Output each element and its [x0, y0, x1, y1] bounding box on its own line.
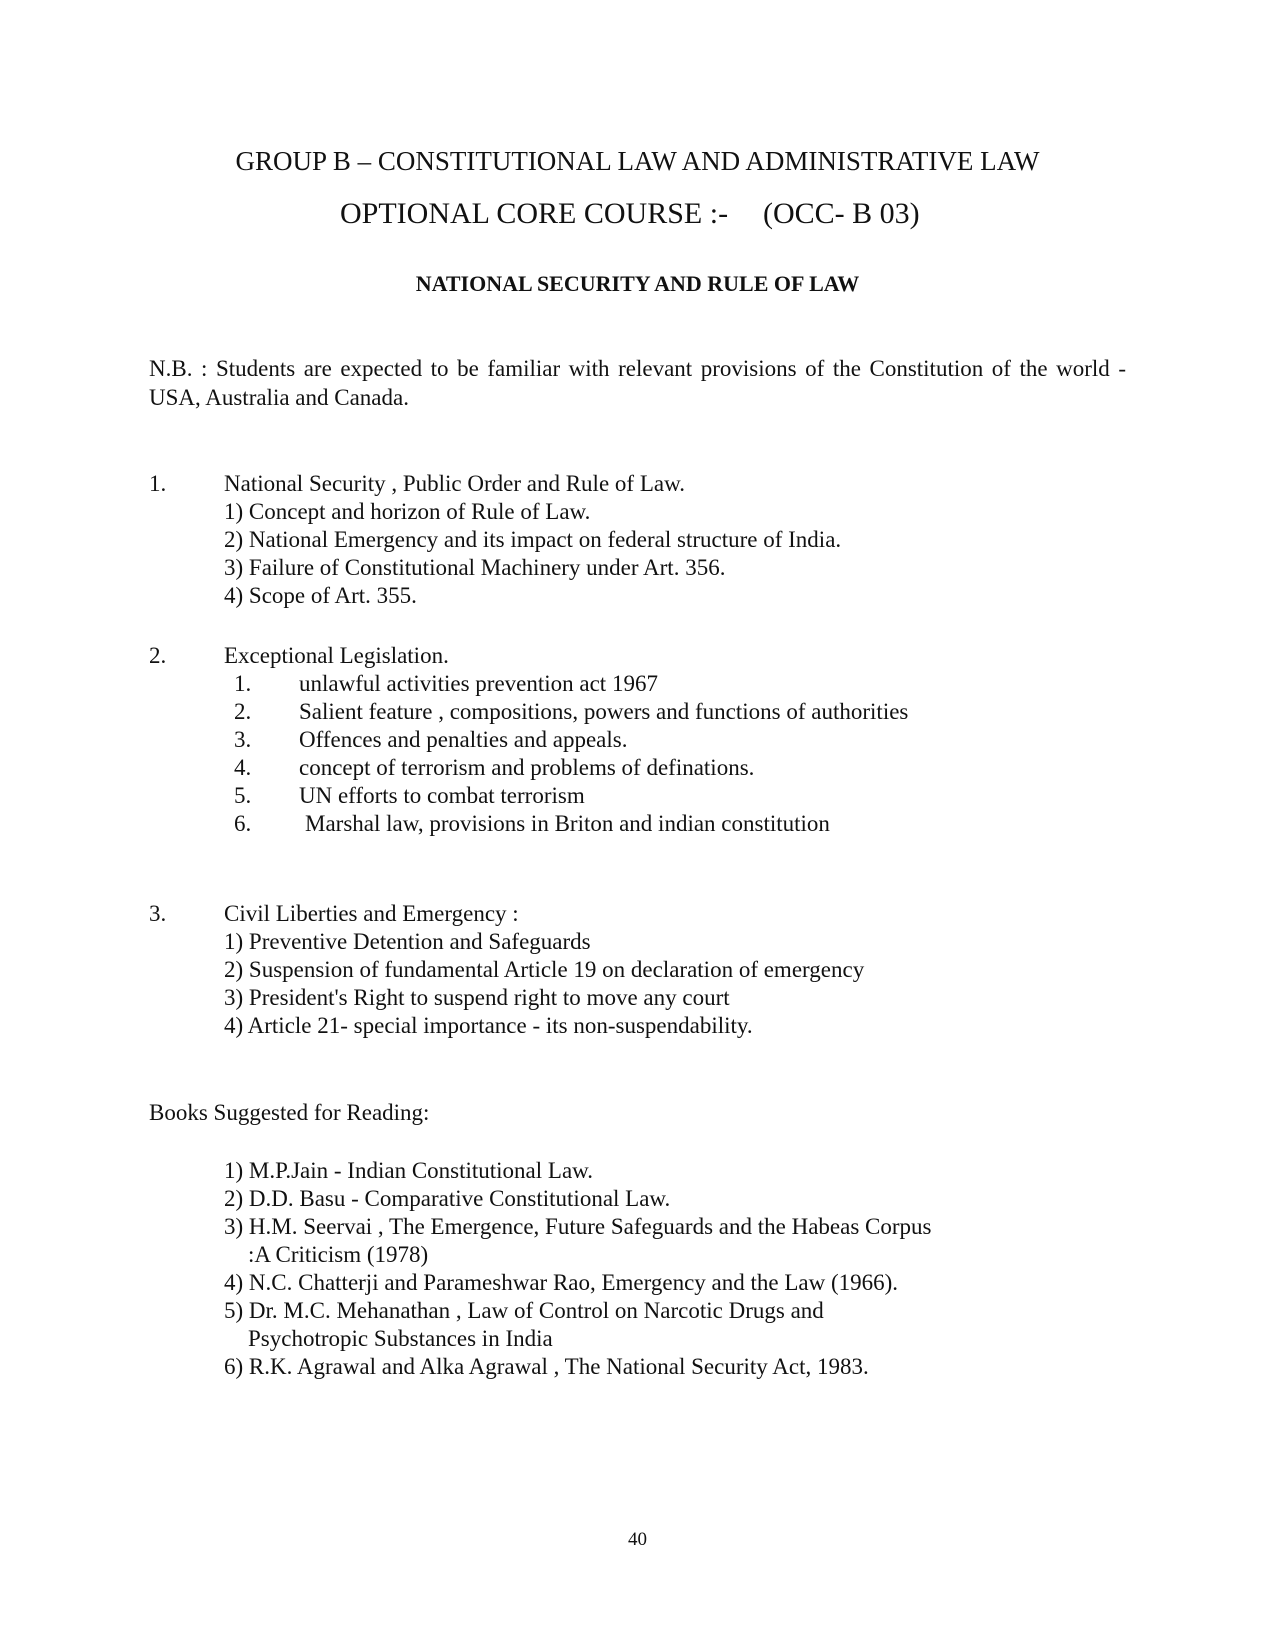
section-title: National Security , Public Order and Rule of Law.: [224, 471, 685, 496]
list-item-number: 4.: [234, 755, 252, 780]
list-item-number: 1.: [234, 671, 252, 696]
list-item: 3) President's Right to suspend right to move any court: [224, 985, 730, 1010]
list-item: 2) National Emergency and its impact on federal structure of India.: [224, 527, 842, 552]
section-number: 3.: [149, 901, 167, 926]
list-item: UN efforts to combat terrorism: [299, 783, 585, 808]
list-item: 1) Concept and horizon of Rule of Law.: [224, 499, 591, 524]
section-number: 1.: [149, 471, 167, 496]
book-item: 4) N.C. Chatterji and Parameshwar Rao, Emergency and the Law (1966).: [224, 1270, 899, 1295]
list-item: 4) Article 21- special importance - its non-suspendability.: [224, 1013, 753, 1038]
book-item: 6) R.K. Agrawal and Alka Agrawal , The National Security Act, 1983.: [224, 1354, 869, 1379]
section-title: Exceptional Legislation.: [224, 643, 449, 668]
subject-title: NATIONAL SECURITY AND RULE OF LAW: [415, 271, 860, 296]
group-heading: GROUP B – CONSTITUTIONAL LAW AND ADMINISTRATIVE LAW: [235, 146, 1040, 176]
list-item-number: 3.: [234, 727, 252, 752]
list-item: 3) Failure of Constitutional Machinery under Art. 356.: [224, 555, 726, 580]
book-item-continuation: :A Criticism (1978): [248, 1242, 429, 1267]
list-item: 1) Preventive Detention and Safeguards: [224, 929, 591, 954]
course-label: OPTIONAL CORE COURSE :-: [340, 197, 729, 230]
section-number: 2.: [149, 643, 167, 668]
list-item: 2) Suspension of fundamental Article 19 on declaration of emergency: [224, 957, 865, 982]
list-item-number: 5.: [234, 783, 252, 808]
books-heading: Books Suggested for Reading:: [149, 1100, 430, 1125]
nb-note: N.B. : Students are expected to be familiar with relevant provisions of the Constitution of the world - USA, Australia and Canada.: [149, 356, 1126, 410]
book-item: 1) M.P.Jain - Indian Constitutional Law.: [224, 1158, 594, 1183]
list-item: Marshal law, provisions in Briton and indian constitution: [305, 811, 830, 836]
page-number: 40: [628, 1529, 647, 1550]
list-item: concept of terrorism and problems of definations.: [299, 755, 755, 780]
list-item: unlawful activities prevention act 1967: [299, 671, 658, 696]
list-item-number: 6.: [234, 811, 252, 836]
book-item-continuation: Psychotropic Substances in India: [248, 1326, 553, 1351]
list-item-number: 2.: [234, 699, 252, 724]
list-item: 4) Scope of Art. 355.: [224, 583, 417, 608]
list-item: Offences and penalties and appeals.: [299, 727, 628, 752]
list-item: Salient feature , compositions, powers and functions of authorities: [299, 699, 909, 724]
book-item: 5) Dr. M.C. Mehanathan , Law of Control on Narcotic Drugs and: [224, 1298, 824, 1323]
book-item: 2) D.D. Basu - Comparative Constitutional Law.: [224, 1186, 671, 1211]
course-code: (OCC- B 03): [763, 197, 920, 230]
book-item: 3) H.M. Seervai , The Emergence, Future Safeguards and the Habeas Corpus: [224, 1214, 932, 1239]
section-title: Civil Liberties and Emergency :: [224, 901, 519, 926]
